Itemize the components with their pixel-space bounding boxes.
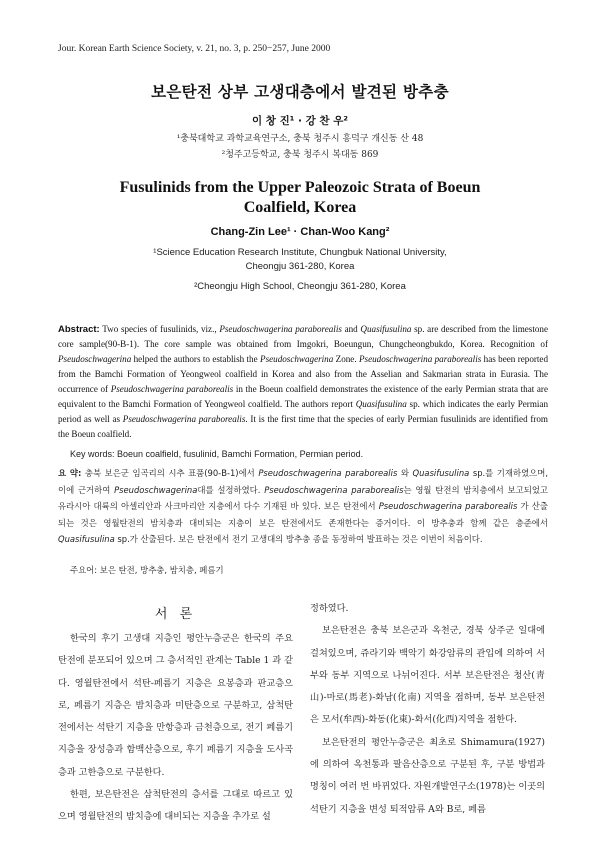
- species-name: Pseudoschwagerina paraborealis: [122, 414, 246, 424]
- species-name: Quasifusulina: [355, 399, 407, 409]
- korean-abstract-text: sp.를 기재하였으며, 이에 근거하여: [58, 468, 549, 495]
- english-title: [0, 178, 600, 218]
- korean-abstract-text: 가 산출되는 것은 영월탄전의 밤치층과 대비되는 지층이 보은 탄전에서도 존재한다는 증거이다. 이 방추충과 함께 같은 층준에서: [58, 501, 548, 528]
- korean-abstract-text: 충북 보은군 임곡리의 시추 표품(90-B-1)에서: [81, 468, 259, 478]
- species-name: Pseudoschwagerina: [58, 354, 132, 364]
- paragraph: 정하였다.: [310, 603, 349, 614]
- paragraph: 한국의 후기 고생대 지층인 평안누층군은 한국의 주요 탄전에 분포되어 있으며 그 층서적인 관계는 Table 1 과 같다. 영월탄전에서 석탄-페름기 지층은 요봉층과 판교층으로, 페름기 지층은 밤치층과 미탄층으로 구분하고, 삼척탄전에서는 석탄기 지층을 만항층과 금천층으로, 전기 페름기 지층을 장성층과 함백산층으로, 후기 페름기 지층을 도사곡층과 고한층으로 구분한다.: [58, 633, 293, 778]
- abstract-text: helped the authors to establish the: [131, 354, 261, 364]
- english-keywords: Key words: Boeun coalfield, fusulinid, Bamchi Formation, Permian period.: [70, 449, 364, 459]
- korean-abstract-label: 요 약:: [58, 468, 82, 478]
- abstract-text: and: [341, 324, 361, 334]
- section-title-introduction: 서 론: [154, 607, 197, 622]
- abstract-text: Two species of fusulinids, viz.,: [99, 324, 220, 334]
- abstract-text: sp. are described from the limestone core sample(90-B-1). The core sample was obtained from Imgokri, Boeungun, Chungcheongbukdo, Korea. Recognition of: [58, 324, 548, 349]
- paragraph: 보은탄전의 평안누층군은 최초로 Shimamura(1927)에 의하여 옥천통과 팔음산층으로 구분된 후, 구분 방법과 명칭이 여러 번 바뀌었다. 자원개발연구소(1978)는 이곳의 석탄기 지층을 변성 퇴적암류 A와 B로, 페름: [310, 736, 545, 815]
- korean-abstract-text: 는 영월 탄전의 밤치층에서 보고되었고 유라시아 대륙의 아셀리안과 사크마리안 지층에서 다수 기재된 바 있다. 보은 탄전에서: [58, 484, 548, 512]
- korean-abstract-text: 대를 설정하였다.: [197, 484, 265, 495]
- korean-affiliation-2: ²청주고등학교, 충북 청주시 복대동 869: [221, 150, 379, 160]
- journal-header: Jour. Korean Earth Science Society, v. 21, no. 3, p. 250−257, June 2000: [58, 44, 331, 54]
- korean-title: 보은탄전 상부 고생대층에서 발견된 방추충: [151, 83, 449, 101]
- korean-keywords: 주요어: 보은 탄전, 방추충, 밤치층, 페름기: [70, 565, 224, 575]
- species-name: Quasifusulina: [360, 324, 412, 334]
- species-name: Pseudoschwagerina paraborealis: [110, 384, 234, 394]
- species-name: Quasifusulina: [412, 468, 470, 478]
- english-title-line-1: Fusulinids from the Upper Paleozoic Strata of Boeun: [119, 179, 481, 196]
- english-title-line-2: Coalfield, Korea: [243, 199, 357, 216]
- abstract-text: sp. which indicates the early Permian period as well as: [58, 399, 548, 424]
- english-affiliation-1: [0, 246, 600, 274]
- abstract-label: Abstract:: [58, 324, 100, 335]
- abstract-text: has been reported from the Bamchi Formation of Yeongweol coalfield in Korea and also from the Asselian and Sakmarian strata in Eurasia. The occurrence of: [58, 354, 548, 394]
- korean-affiliation-1: ¹충북대학교 과학교육연구소, 충북 청주시 흥덕구 개신동 산 48: [176, 134, 424, 144]
- species-name: Pseudoschwagerina paraborealis: [359, 354, 482, 364]
- abstract-text: Zone.: [333, 354, 359, 364]
- species-name: Pseudoschwagerina paraborealis: [219, 324, 342, 334]
- body-column-left: [58, 628, 293, 829]
- english-authors: Chang-Zin Lee¹ · Chan-Woo Kang²: [210, 226, 390, 238]
- english-affiliation-1-line-2: Cheongju 361-280, Korea: [245, 261, 355, 272]
- english-affiliation-1-line-1: ¹Science Education Research Institute, Chungbuk National University,: [153, 247, 447, 258]
- korean-abstract: [58, 465, 548, 548]
- english-abstract: [58, 322, 548, 442]
- species-name: Pseudoschwagerina: [114, 484, 198, 495]
- species-name: Quasifusulina: [58, 534, 115, 545]
- species-name: Pseudoschwagerina paraborealis: [264, 484, 404, 495]
- species-name: Pseudoschwagerina paraborealis: [378, 501, 518, 512]
- korean-authors: 이 창 진¹ · 강 찬 우²: [252, 115, 348, 127]
- abstract-text: . It is the first time that the species of early Permian fusulinids are identified from the Boeun coalfield.: [58, 414, 549, 439]
- species-name: Pseudoschwagerina: [260, 354, 334, 364]
- paragraph: 보은탄전은 충북 보은군과 옥천군, 경북 상주군 일대에 걸쳐있으며, 쥬라기와 백악기 화강암류의 관입에 의하여 서부와 동부 지역으로 나뉘어진다. 서부 보은탄전은 청산(靑山)-마로(馬老)-화남(化南) 지역을 점하며, 동부 보은탄전은 모서(牟西)-화동(化東)-화서(化西)지역을 점한다.: [310, 625, 545, 726]
- species-name: Pseudoschwagerina paraborealis: [258, 468, 398, 478]
- korean-abstract-text: sp.가 산출된다. 보은 탄전에서 전기 고생대의 방추충 종을 동정하여 발표하는 것은 이번이 처음이다.: [114, 534, 483, 545]
- korean-abstract-text: 와: [397, 468, 413, 478]
- abstract-text: in the Boeun coalfield demonstrates the existence of the early Permian strata that are equivalent to the Bamchi Formation of Yeongweol coalfield. The authors report: [58, 384, 548, 409]
- body-column-right: [310, 598, 545, 821]
- paragraph: 한편, 보은탄전은 삼척탄전의 층서를 그대로 따르고 있으며 영월탄전의 밤치층에 대비되는 지층을 추가로 설: [58, 789, 293, 823]
- english-affiliation-2: ²Cheongju High School, Cheongju 361-280, Korea: [194, 281, 406, 292]
